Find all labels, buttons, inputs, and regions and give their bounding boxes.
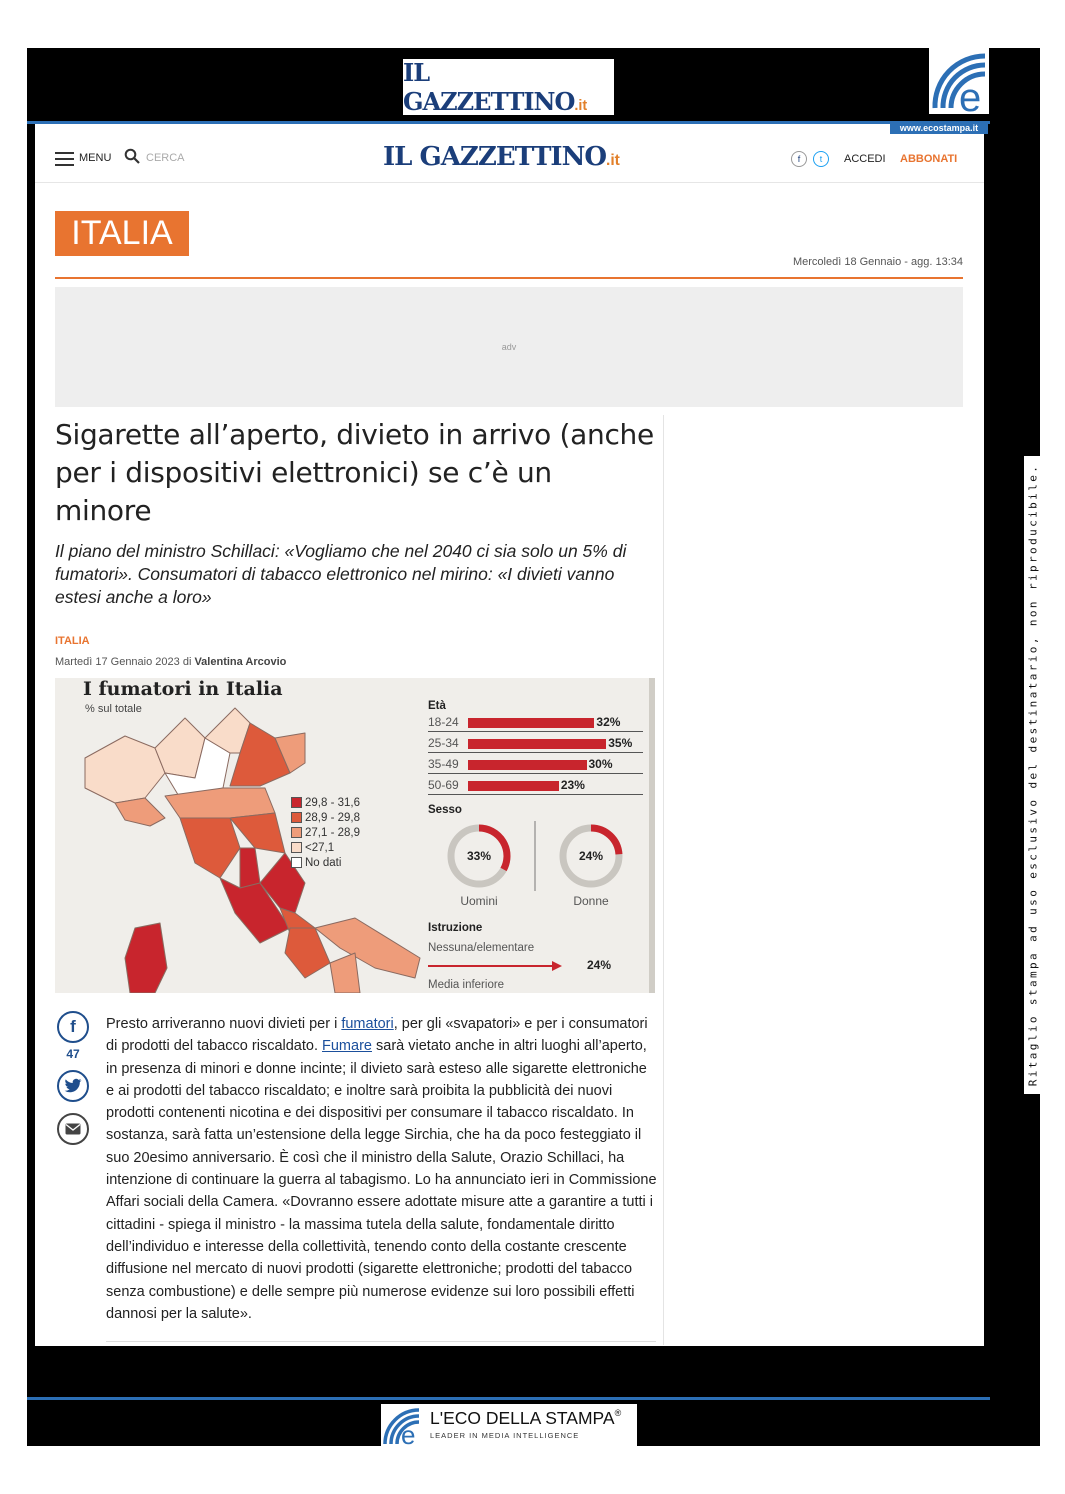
legend-swatch [291, 827, 302, 838]
age-value-3: 23% [560, 778, 585, 792]
age-row-line [428, 773, 643, 774]
byline-by: di [182, 656, 192, 668]
article-end-rule [106, 1341, 656, 1342]
clipping-frame-right-top [988, 48, 1040, 130]
education-label: Media inferiore [428, 979, 505, 991]
italy-map [55, 678, 435, 993]
link-fumatori[interactable]: fumatori [341, 1016, 394, 1032]
age-value-0: 32% [596, 715, 621, 729]
eco-stampa-tagline: LEADER IN MEDIA INTELLIGENCE [430, 1431, 580, 1440]
map-region-toscana [180, 818, 240, 878]
legend-swatch [291, 812, 302, 823]
bottom-blue-rule [27, 1397, 990, 1400]
facebook-icon[interactable]: f [791, 151, 807, 167]
updated-date: Mercoledì 18 Gennaio - agg. 13:34 [792, 256, 963, 268]
subscribe-link[interactable]: ABBONATI [900, 153, 958, 165]
search-icon[interactable] [124, 148, 140, 169]
map-region-piemonte [85, 736, 165, 803]
age-value-1: 35% [608, 736, 633, 750]
share-mail-icon[interactable] [57, 1113, 89, 1145]
donut-label-women: Donne [573, 894, 609, 908]
svg-text:e: e [959, 76, 982, 114]
article-date: Martedì 17 Gennaio 2023 [55, 656, 180, 668]
eco-stampa-footer-icon [381, 1404, 427, 1446]
legend-item: 28,9 - 29,8 [291, 811, 360, 826]
map-region-sardegna [125, 923, 167, 993]
share-facebook-icon[interactable]: f [57, 1011, 89, 1043]
donut-label-men: Uomini [460, 894, 498, 908]
site-logo[interactable]: IL GAZZETTINO.it [383, 142, 620, 172]
education-arrow-icon [428, 959, 568, 973]
legend-swatch [291, 797, 302, 808]
infographic [55, 678, 655, 993]
twitter-icon[interactable]: t [813, 151, 829, 167]
age-label-1: 25-34 [428, 736, 459, 750]
share-twitter-icon[interactable] [57, 1070, 89, 1102]
age-row-line [428, 731, 643, 732]
age-bar-1 [468, 739, 606, 749]
age-label-0: 18-24 [428, 715, 459, 729]
map-region-campania [285, 928, 330, 978]
legend-item: 27,1 - 28,9 [291, 826, 360, 841]
legend-swatch [291, 842, 302, 853]
map-region-basilicata [330, 953, 360, 993]
link-fumare[interactable]: Fumare [322, 1038, 372, 1055]
donut-value-0: 33% [466, 849, 492, 863]
clipping-brand-logo: IL GAZZETTINO.it [403, 59, 614, 115]
section-tag[interactable]: ITALIA [55, 211, 189, 256]
education-label: Nessuna/elementare [428, 942, 535, 954]
legend-item: <27,1 [291, 841, 360, 856]
eco-url: www.ecostampa.it [890, 122, 988, 134]
disclaimer-text: Ritaglio stampa ad uso esclusivo del destinatario, non riproducibile. [1026, 463, 1040, 1087]
column-separator [663, 415, 664, 1345]
svg-text:e: e [401, 1420, 416, 1446]
map-region-umbria [240, 848, 260, 888]
article-byline [55, 656, 286, 668]
age-label-3: 50-69 [428, 778, 459, 792]
infographic-edge [649, 678, 655, 993]
age-heading: Età [428, 700, 446, 712]
article-body: Presto arriveranno nuovi divieti per i fumatori, per gli «svapatori» e per i consumatori di prodotti del tabacco riscaldato. Fumare sarà vietato anche in altri luoghi all’aperto, in presenza di minori e donne incinte; il divieto sarà esteso alle sigarette elettroniche e ai prodotti del tabacco riscaldato; e inoltre sarà proibita la pubblicità dei nuovi prodotti contenenti nicotina e dei dispositivi per consumare il tabacco riscaldato. In sostanza, sarà fatta un’estensione della legge Sirchia, che ha da poco festeggiato il suo 20esimo anniversario. È così che il ministro della Salute, Orazio Schillaci, ha intenzione di continuare la guerra al tabagismo. Lo ha annunciato ieri in Commissione Affari sociali della Camera. «Dovranno essere adottate misure atte a garantire a tutti i cittadini - spiega il ministro - la massima tutela della salute, fondamentale diritto dell’individuo e interesse della collettività, tenendo conto della costante crescente diffusione nel mercato di nuovi prodotti (sigarette elettroniche; prodotti del tabacco senza combustione) e delle sempre più numerose evidenze sui loro possibili effetti dannosi per la salute». [106, 1016, 657, 1322]
age-label-2: 35-49 [428, 757, 459, 771]
age-bar-3 [468, 781, 559, 791]
eco-stampa-logo-icon [929, 48, 989, 114]
hamburger-icon[interactable] [55, 152, 74, 166]
top-blue-rule [27, 121, 990, 124]
infographic-subtitle: % sul totale [85, 703, 142, 715]
education-heading: Istruzione [428, 922, 483, 934]
sex-donuts [440, 821, 640, 891]
age-bar-0 [468, 718, 594, 728]
donut-value-1: 24% [578, 849, 604, 863]
article-kicker[interactable]: ITALIA [55, 635, 90, 647]
article-subtitle: Il piano del ministro Schillaci: «Vogliamo che nel 2040 ci sia solo un 5% di fumatori». Consumatori di tabacco elettronico nel mirino: «I divieti vanno estesi anche a loro» [55, 541, 627, 607]
age-row-line [428, 794, 643, 795]
age-value-2: 30% [588, 757, 613, 771]
legend-item: No dati [291, 856, 360, 871]
map-legend [291, 796, 360, 871]
legend-item: 29,8 - 31,6 [291, 796, 360, 811]
ad-slot: adv [55, 287, 963, 407]
education-value: 24% [587, 958, 612, 972]
legend-swatch [291, 857, 302, 868]
menu-button[interactable]: MENU [79, 152, 112, 164]
age-bar-2 [468, 760, 587, 770]
article-title: Sigarette all’aperto, divieto in arrivo (anche per i dispositivi elettronici) se c’è un minore [55, 418, 654, 527]
login-link[interactable]: ACCEDI [844, 153, 886, 165]
section-rule [55, 277, 963, 279]
infographic-title: I fumatori in Italia [83, 678, 283, 700]
map-region-liguria [115, 798, 165, 826]
age-row-line [428, 752, 643, 753]
clipping-frame-left [27, 48, 35, 1446]
article-author[interactable]: Valentina Arcovio [194, 656, 287, 668]
share-count: 47 [66, 1047, 80, 1061]
sex-heading: Sesso [428, 804, 462, 816]
eco-stampa-name: L'ECO DELLA STAMPA® [430, 1408, 622, 1428]
search-input[interactable]: CERCA [146, 152, 185, 164]
